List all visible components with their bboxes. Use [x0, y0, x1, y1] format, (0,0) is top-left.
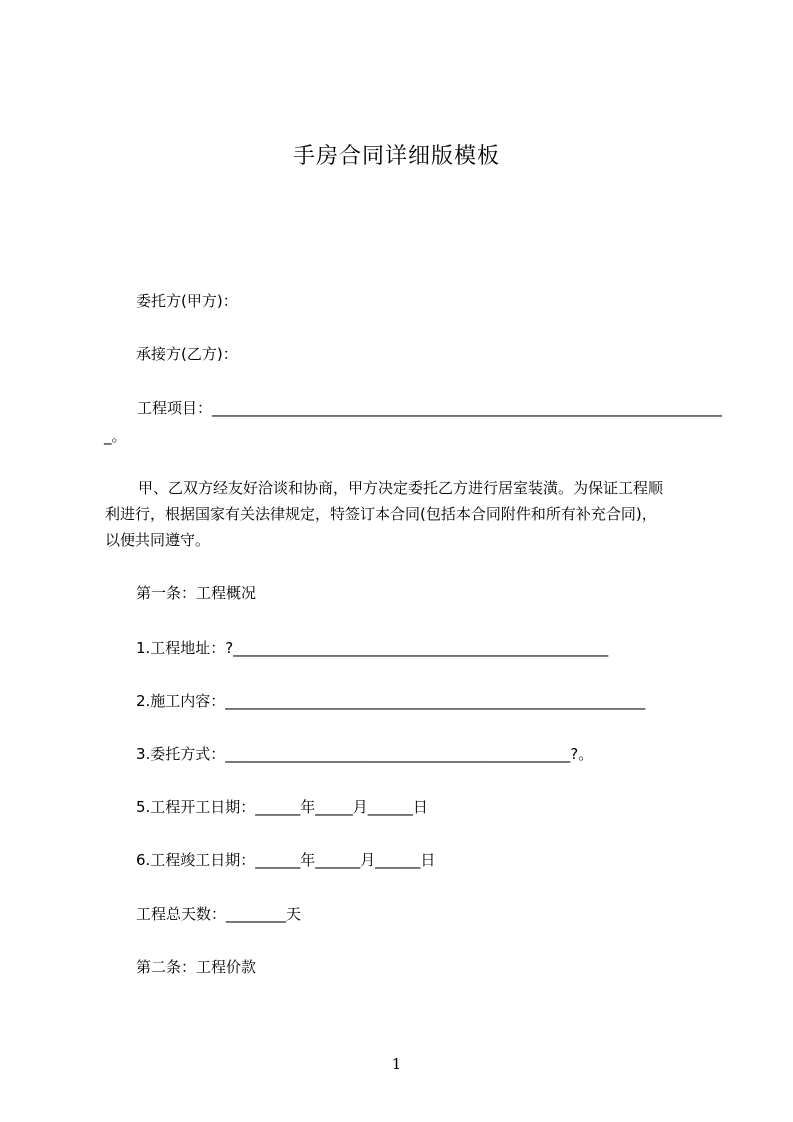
intro-line-1: 甲、乙双方经友好洽谈和协商，甲方决定委托乙方进行居室装潢。为保证工程顺 — [138, 479, 664, 497]
item-6-end-date: 6.工程竣工日期：______年______月______日 — [136, 851, 436, 869]
article1-heading: 第一条：工程概况 — [136, 584, 257, 602]
article2-heading: 第二条：工程价款 — [136, 958, 257, 976]
document-title: 手房合同详细版模板 — [292, 144, 500, 169]
item-2-content: 2.施工内容：________________________________________________________ — [136, 692, 646, 710]
project-line-cont: _。 — [104, 427, 127, 445]
intro-line-2: 利进行，根据国家有关法律规定，特签订本合同(包括本合同附件和所有补充合同)， — [105, 505, 657, 523]
client-line: 委托方(甲方)： — [136, 292, 238, 310]
contractor-line: 承接方(乙方)： — [136, 345, 238, 363]
item-5-start-date: 5.工程开工日期：______年_____月______日 — [136, 798, 428, 816]
item-3-method: 3.委托方式：______________________________________________?。 — [136, 745, 594, 763]
item-1-address: 1.工程地址：?__________________________________________________ — [136, 639, 609, 657]
total-days: 工程总天数：________天 — [136, 905, 302, 923]
project-line: 工程项目：____________________________________________________________________ — [137, 399, 723, 417]
page-number: 1 — [391, 1055, 402, 1073]
intro-line-3: 以便共同遵守。 — [105, 531, 211, 549]
